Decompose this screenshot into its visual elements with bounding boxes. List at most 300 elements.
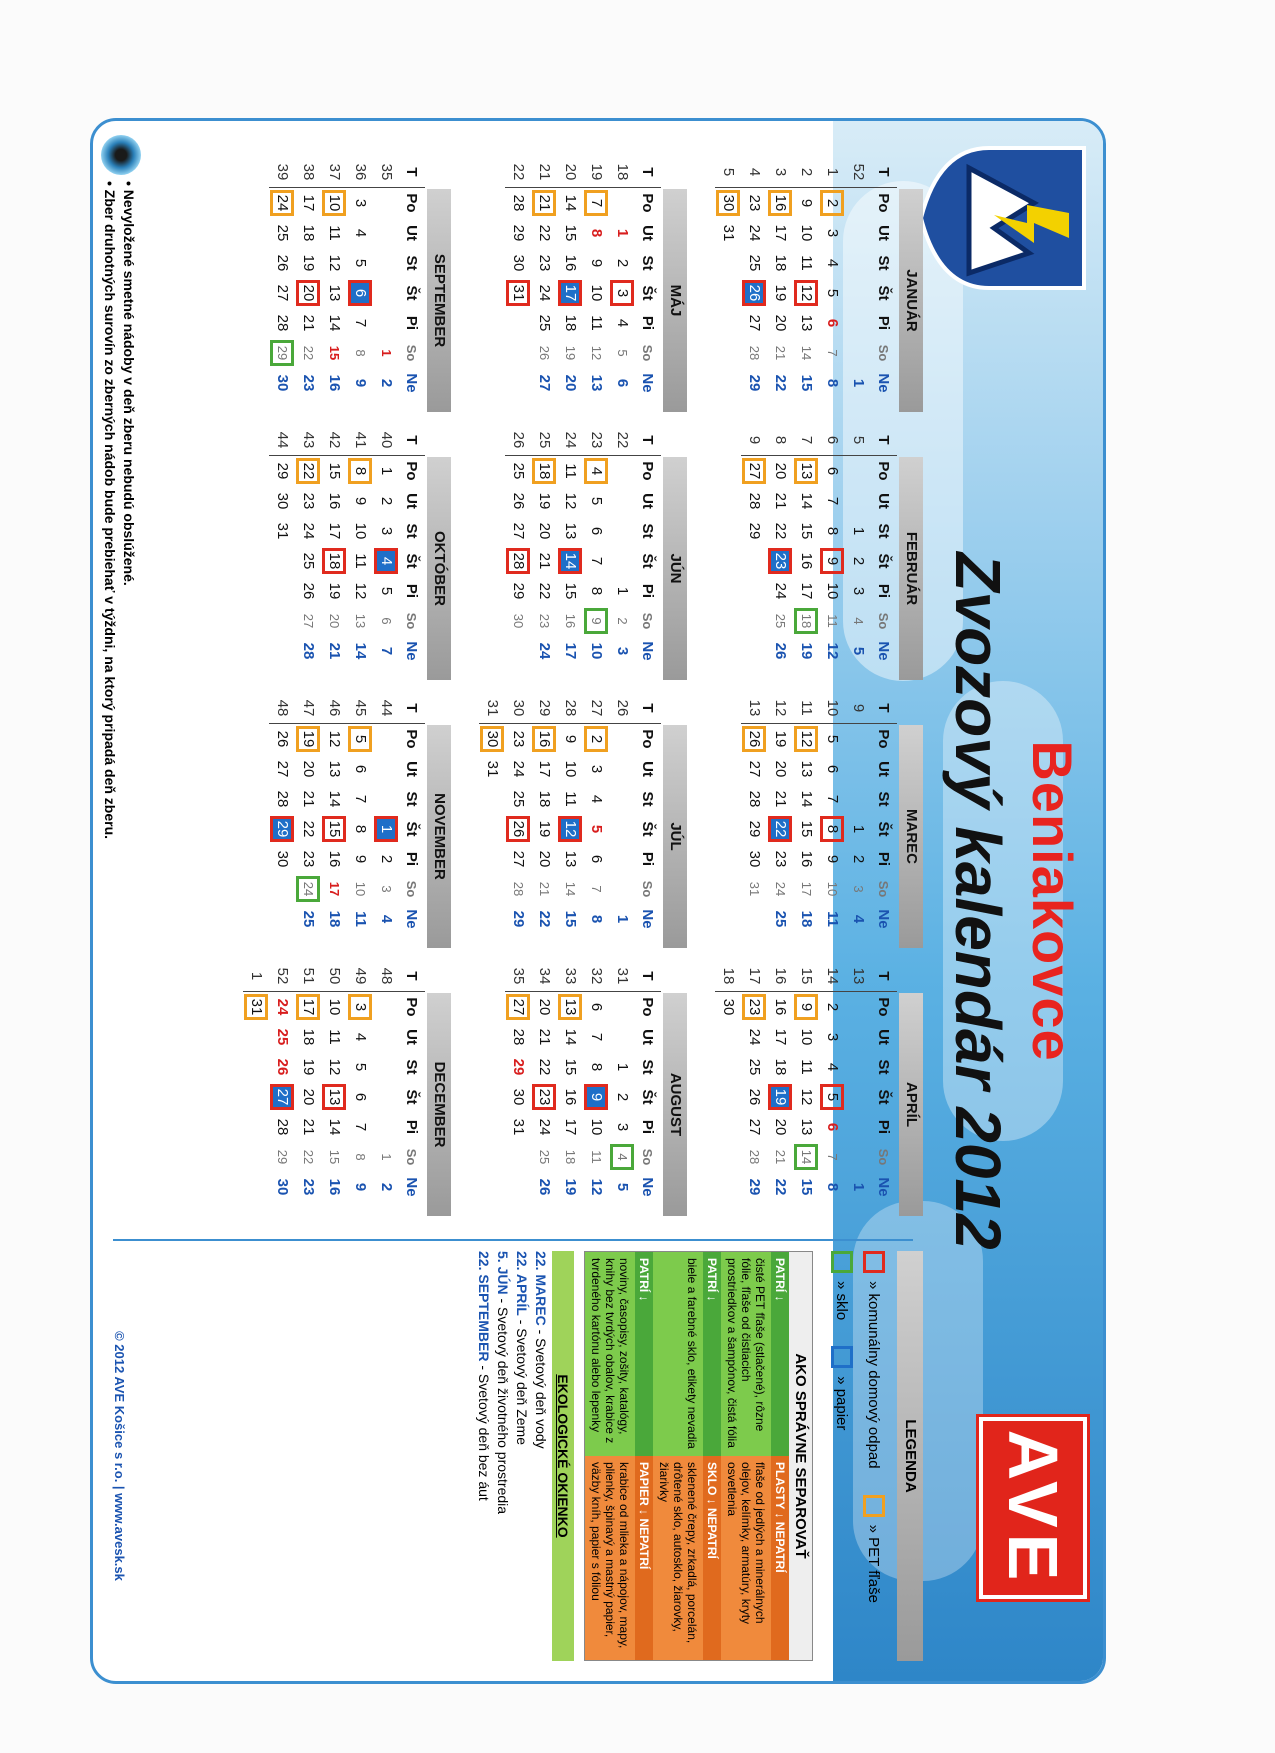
day-number: 7 <box>352 1122 369 1132</box>
weekday-header: Po <box>639 729 657 749</box>
day-number: 12 <box>798 1088 815 1106</box>
day-number: 13 <box>798 1118 815 1136</box>
day-cell <box>321 278 347 308</box>
rotated-content <box>93 121 1103 1681</box>
belongs-label: PATRÍ ↓ <box>703 1252 721 1456</box>
week-row <box>347 961 373 1202</box>
day-cell <box>347 1022 373 1052</box>
day-cell <box>347 874 373 904</box>
day-number: 24 <box>300 522 317 540</box>
day-number: 17 <box>746 967 763 985</box>
day-number: 27 <box>588 699 605 717</box>
day-cell <box>531 1172 557 1202</box>
day-cell <box>741 874 767 904</box>
day-cell <box>583 1052 609 1082</box>
day-number: 28 <box>511 881 526 897</box>
day-cell <box>583 784 609 814</box>
day-number: 20 <box>562 163 579 181</box>
day-cell <box>295 754 321 784</box>
weekday-header: So <box>876 880 892 898</box>
day-cell <box>347 724 373 755</box>
week-row <box>819 693 845 934</box>
day-cell <box>557 576 583 606</box>
day-number: 26 <box>274 1058 291 1076</box>
day-cell <box>531 248 557 278</box>
day-number: 28 <box>274 1118 291 1136</box>
day-number: 2 <box>615 617 630 625</box>
week-number <box>583 693 609 724</box>
weekday-header: Št <box>639 553 657 569</box>
day-cell <box>373 576 399 606</box>
day-number: 16 <box>562 254 579 272</box>
day-number: 15 <box>798 1178 815 1196</box>
day-cell <box>609 218 635 248</box>
day-number: 7 <box>825 349 840 357</box>
day-cell <box>557 1112 583 1142</box>
day-number: 12 <box>824 642 841 660</box>
day-number: 7 <box>378 646 395 656</box>
day-number: 17 <box>562 642 579 660</box>
weekday-header: T <box>871 693 897 724</box>
day-number: 11 <box>798 1059 815 1075</box>
weekday-header: T <box>635 693 661 724</box>
day-cell <box>819 874 845 904</box>
day-number: 34 <box>536 967 553 985</box>
day-cell <box>793 1112 819 1142</box>
day-number: 13 <box>850 967 867 985</box>
day-cell <box>531 546 557 576</box>
day-cell <box>609 1142 635 1172</box>
legend-label: » komunálny domový odpad <box>865 1281 883 1469</box>
day-cell <box>715 1142 741 1172</box>
day-number: 3 <box>850 586 867 596</box>
weekday-header: T <box>871 157 897 188</box>
day-number: 8 <box>353 349 368 357</box>
day-number: 50 <box>326 967 343 985</box>
day-cell <box>505 1172 531 1202</box>
day-number: 5 <box>352 1062 369 1072</box>
day-cell <box>531 844 557 874</box>
day-number: 4 <box>851 617 866 625</box>
day-number: 27 <box>510 850 527 868</box>
day-number: 23 <box>537 613 552 629</box>
footer: © 2012 AVE Košice s r.o. | www.avesk.sk <box>112 1331 127 1581</box>
week-row <box>609 157 635 398</box>
day-number: 21 <box>537 881 552 897</box>
day-number: 39 <box>274 163 291 181</box>
day-number: 46 <box>326 699 343 717</box>
day-number: 26 <box>274 254 291 272</box>
day-number: 21 <box>773 1149 788 1165</box>
day-number: 23 <box>588 431 605 449</box>
day-cell <box>505 546 531 576</box>
month-table <box>269 425 425 666</box>
day-cell <box>845 486 871 516</box>
day-cell <box>373 188 399 219</box>
day-cell <box>557 754 583 784</box>
day-cell <box>321 368 347 398</box>
day-cell <box>295 516 321 546</box>
day-number: 16 <box>534 728 554 750</box>
day-number: 18 <box>300 1028 317 1046</box>
day-cell <box>373 486 399 516</box>
day-cell <box>373 754 399 784</box>
day-number: 14 <box>824 967 841 985</box>
day-cell <box>557 338 583 368</box>
week-row <box>505 693 531 934</box>
weekday-header: Po <box>875 461 893 481</box>
day-number: 23 <box>300 1178 317 1196</box>
day-cell <box>505 278 531 308</box>
day-cell <box>741 576 767 606</box>
day-cell <box>609 874 635 904</box>
day-number: 10 <box>353 881 368 897</box>
day-number: 8 <box>588 228 605 238</box>
day-number: 15 <box>798 522 815 540</box>
day-cell <box>295 1172 321 1202</box>
day-number: 21 <box>536 163 553 181</box>
day-number: 9 <box>824 854 841 864</box>
day-number: 13 <box>326 760 343 778</box>
day-cell <box>531 904 557 934</box>
weekday-header: Po <box>403 729 421 749</box>
separation-title: AKO SPRÁVNE SEPAROVAŤ <box>789 1252 812 1660</box>
day-cell <box>269 338 295 368</box>
day-number: 52 <box>850 163 867 181</box>
eco-text: - Svetový deň životného prostredia <box>495 1294 511 1515</box>
divider <box>113 1239 913 1241</box>
weekday-header: T <box>399 157 425 188</box>
day-cell <box>845 904 871 934</box>
day-number: 11 <box>589 1150 604 1164</box>
eco-text: - Svetový deň bez áut <box>476 1361 492 1501</box>
day-number: 26 <box>744 728 764 750</box>
weekday-header: St <box>875 255 893 271</box>
day-number: 22 <box>536 582 553 600</box>
day-cell <box>793 636 819 666</box>
day-number: 4 <box>376 550 396 572</box>
weekday-header: Ut <box>639 493 657 509</box>
day-number: 27 <box>744 460 764 482</box>
day-number: 18 <box>300 224 317 242</box>
week-row <box>531 693 557 934</box>
day-number: 30 <box>718 192 738 214</box>
day-cell <box>819 486 845 516</box>
day-cell <box>793 904 819 934</box>
day-number: 4 <box>824 1062 841 1072</box>
day-cell <box>583 1022 609 1052</box>
day-cell <box>321 188 347 219</box>
separation-row <box>721 1252 771 1660</box>
day-cell <box>793 992 819 1023</box>
calendar-title: Zvozový kalendár 2012 <box>942 552 1014 1250</box>
weekday-header: Pi <box>875 1119 893 1135</box>
day-number: 5 <box>850 435 867 445</box>
day-cell <box>373 546 399 576</box>
week-number <box>269 961 295 992</box>
day-number: 4 <box>612 1146 632 1168</box>
weekday-header: So <box>404 344 420 362</box>
week-row <box>479 693 505 934</box>
not-belongs-text: fľaše od jedlých a minerálnych olejov, kelímky, armatúry, kryty osvetlenia <box>721 1456 771 1660</box>
day-number: 10 <box>588 642 605 660</box>
day-cell <box>793 338 819 368</box>
day-cell <box>321 1052 347 1082</box>
day-cell <box>583 844 609 874</box>
day-cell <box>347 754 373 784</box>
day-number: 20 <box>772 1118 789 1136</box>
day-cell <box>819 248 845 278</box>
day-cell <box>321 754 347 784</box>
month-table <box>505 157 661 398</box>
day-cell <box>531 784 557 814</box>
week-number <box>583 425 609 456</box>
day-cell <box>793 1082 819 1112</box>
day-cell <box>609 1022 635 1052</box>
weekday-header: So <box>640 612 656 630</box>
week-number <box>767 693 793 724</box>
day-cell <box>819 904 845 934</box>
day-number: 23 <box>300 850 317 868</box>
legend-label: » papier <box>833 1376 851 1431</box>
day-cell <box>715 308 741 338</box>
day-number: 7 <box>798 435 815 445</box>
day-cell <box>347 636 373 666</box>
day-number: 6 <box>614 378 631 388</box>
day-cell <box>505 784 531 814</box>
day-cell <box>373 1022 399 1052</box>
day-number: 6 <box>588 854 605 864</box>
day-number: 32 <box>588 967 605 985</box>
week-row <box>373 157 399 398</box>
day-number: 8 <box>824 378 841 388</box>
not-belongs-text: sklenené črepy, zrkadlá, porcelán, drôtené sklo, autosklo, žiarovky, žiarivky <box>653 1456 703 1660</box>
weekday-header: So <box>404 1148 420 1166</box>
week-row <box>767 157 793 398</box>
weekday-header: Ut <box>639 225 657 241</box>
week-row <box>347 425 373 666</box>
day-cell <box>819 1172 845 1202</box>
day-cell <box>347 456 373 487</box>
day-number: 6 <box>588 526 605 536</box>
day-cell <box>767 368 793 398</box>
day-cell <box>505 1142 531 1172</box>
week-number <box>819 425 845 456</box>
day-cell <box>321 904 347 934</box>
week-number <box>741 157 767 188</box>
day-cell <box>505 308 531 338</box>
weekday-header: Po <box>403 193 421 213</box>
day-number: 18 <box>324 550 344 572</box>
day-number: 30 <box>746 850 763 868</box>
day-number: 7 <box>824 794 841 804</box>
day-number: 28 <box>300 642 317 660</box>
day-cell <box>269 1082 295 1112</box>
day-number: 18 <box>614 163 631 181</box>
day-number: 16 <box>326 1178 343 1196</box>
day-cell <box>295 1082 321 1112</box>
eco-text: - Svetový deň vody <box>533 1325 549 1449</box>
day-number: 30 <box>274 492 291 510</box>
day-cell <box>347 904 373 934</box>
day-number: 3 <box>772 167 789 177</box>
day-number: 24 <box>772 582 789 600</box>
day-cell <box>373 338 399 368</box>
legend-swatch <box>863 1495 885 1517</box>
day-number: 45 <box>352 699 369 717</box>
day-number: 17 <box>536 760 553 778</box>
day-number: 29 <box>275 1149 290 1165</box>
week-number <box>819 693 845 724</box>
day-number: 5 <box>824 734 841 744</box>
day-number: 19 <box>770 1086 790 1108</box>
day-cell <box>557 218 583 248</box>
day-number: 26 <box>537 345 552 361</box>
day-cell <box>269 278 295 308</box>
day-cell <box>321 1142 347 1172</box>
day-cell <box>715 992 741 1023</box>
day-cell <box>715 1082 741 1112</box>
category-label: PLASTY ↓ NEPATRÍ <box>771 1456 789 1660</box>
day-number: 28 <box>746 492 763 510</box>
day-number: 26 <box>510 492 527 510</box>
day-number: 17 <box>326 522 343 540</box>
day-cell <box>531 456 557 487</box>
day-number: 11 <box>326 1029 343 1045</box>
day-cell <box>741 844 767 874</box>
day-number: 29 <box>746 374 763 392</box>
day-number: 20 <box>772 760 789 778</box>
week-row <box>845 693 871 934</box>
day-cell <box>557 904 583 934</box>
week-number <box>373 693 399 724</box>
day-cell <box>269 368 295 398</box>
day-cell <box>767 754 793 784</box>
belongs-text: čisté PET fľaše (stlačené), rôzne fólie, fľaše od čistiacich prostriedkov a šampónov, čistá fólia <box>721 1252 771 1456</box>
day-number: 12 <box>562 492 579 510</box>
day-cell <box>793 576 819 606</box>
day-cell <box>321 874 347 904</box>
day-number: 24 <box>272 192 292 214</box>
day-number: 13 <box>746 699 763 717</box>
day-number: 23 <box>300 374 317 392</box>
day-cell <box>845 1082 871 1112</box>
weekday-header: So <box>876 612 892 630</box>
day-number: 29 <box>272 342 292 364</box>
day-cell <box>609 904 635 934</box>
week-row <box>845 157 871 398</box>
day-number: 18 <box>772 1058 789 1076</box>
month-5 <box>505 157 687 412</box>
day-cell <box>793 486 819 516</box>
week-number <box>767 425 793 456</box>
day-number: 16 <box>326 850 343 868</box>
day-cell <box>819 188 845 219</box>
weekday-header: St <box>403 255 421 271</box>
day-number: 18 <box>326 910 343 928</box>
day-cell <box>557 1022 583 1052</box>
day-cell <box>741 1172 767 1202</box>
category-label: PAPIER ↓ NEPATRÍ <box>635 1456 653 1660</box>
day-number: 24 <box>298 878 318 900</box>
day-cell <box>295 814 321 844</box>
not-belongs-text: krabice od mlieka a nápojov, mapy, plienky, špinavý a mastný papier, väzby kníh, papier s fóliou <box>585 1456 635 1660</box>
day-number: 28 <box>274 314 291 332</box>
day-cell <box>321 248 347 278</box>
day-number: 17 <box>327 881 342 897</box>
day-number: 12 <box>589 345 604 361</box>
weekday-header: Št <box>403 285 421 301</box>
day-cell <box>741 1022 767 1052</box>
day-number: 15 <box>326 462 343 480</box>
day-number: 9 <box>796 996 816 1018</box>
day-number: 29 <box>510 224 527 242</box>
weekday-row <box>635 157 661 398</box>
day-cell <box>347 248 373 278</box>
day-number: 22 <box>298 460 318 482</box>
day-cell <box>373 724 399 755</box>
weekday-header: So <box>876 1148 892 1166</box>
calendar-card <box>90 118 1106 1684</box>
weekday-header: Ne <box>403 909 421 929</box>
day-number: 13 <box>562 522 579 540</box>
day-cell <box>583 546 609 576</box>
day-number: 9 <box>588 258 605 268</box>
day-number: 15 <box>562 224 579 242</box>
week-number <box>557 425 583 456</box>
day-number: 26 <box>508 818 528 840</box>
week-number <box>741 425 767 456</box>
day-number: 20 <box>300 760 317 778</box>
day-number: 16 <box>326 492 343 510</box>
day-cell <box>583 636 609 666</box>
day-number: 3 <box>588 764 605 774</box>
eco-date: 22. APRÍL <box>514 1251 530 1316</box>
day-cell <box>845 456 871 487</box>
day-number: 38 <box>300 163 317 181</box>
week-number <box>505 961 531 992</box>
day-cell <box>269 188 295 219</box>
day-cell <box>505 606 531 636</box>
day-number: 26 <box>510 431 527 449</box>
day-cell <box>479 814 505 844</box>
day-number: 2 <box>378 378 395 388</box>
day-number: 4 <box>614 318 631 328</box>
week-number <box>793 693 819 724</box>
day-number: 40 <box>378 431 395 449</box>
day-cell <box>347 486 373 516</box>
week-row <box>269 693 295 934</box>
week-number <box>793 157 819 188</box>
day-number: 3 <box>614 646 631 656</box>
day-number: 25 <box>536 314 553 332</box>
eye-icon <box>101 135 141 175</box>
legend-swatch <box>831 1251 853 1273</box>
day-cell <box>767 992 793 1023</box>
day-number: 23 <box>744 996 764 1018</box>
day-number: 1 <box>379 349 394 357</box>
day-cell <box>609 606 635 636</box>
day-number: 26 <box>746 1088 763 1106</box>
week-number <box>373 157 399 188</box>
day-number: 5 <box>378 586 395 596</box>
day-number: 12 <box>772 699 789 717</box>
day-number: 25 <box>537 1149 552 1165</box>
day-cell <box>321 1172 347 1202</box>
day-number: 16 <box>798 850 815 868</box>
day-number: 23 <box>746 194 763 212</box>
day-number: 7 <box>352 794 369 804</box>
